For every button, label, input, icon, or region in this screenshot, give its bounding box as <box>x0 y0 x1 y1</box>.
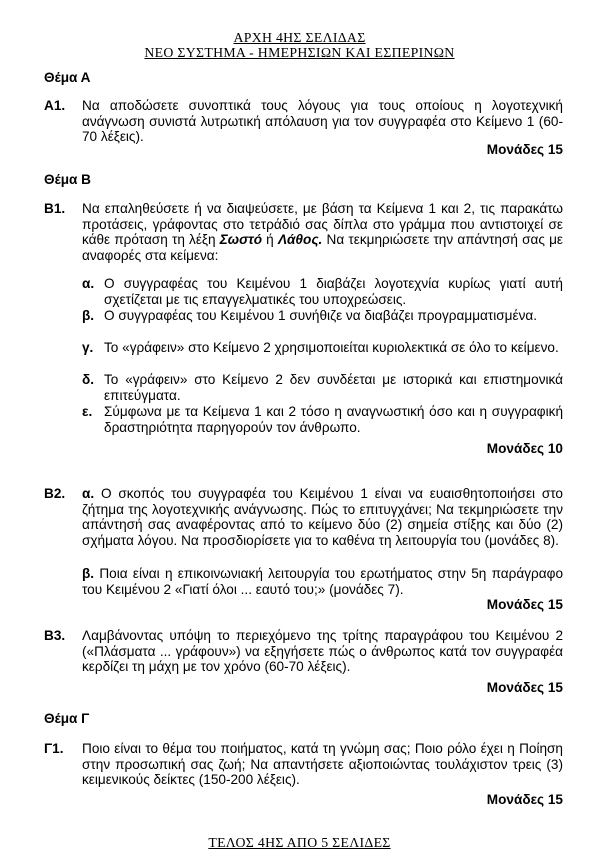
b2-part-b-text: Ποια είναι η επικοινωνιακή λειτουργία του ερωτήματος στην 5η παράγραφο του Κειμένου 2 «Γιατί όλοι ... εαυτό του;» (μονάδες 7). <box>82 566 563 597</box>
b1-item-e <box>82 404 563 435</box>
b1-word-true: Σωστό <box>219 232 262 247</box>
b2-part-a-text: Ο σκοπός του συγγραφέα του Κειμένου 1 είναι να ευαισθητοποιήσει στο ζήτημα της λογοτεχνικής ανάγνωσης. Πώς το επιτυγχάνει; Να τεκμηριώσετε την απάντησή σας αναφέροντας από το κείμενο δύο (2) σημεία στίξης και δύο (2) σχήματα λόγου. Να προσδιορίσετε για το καθένα τη λειτουργία του (μονάδες 8). <box>82 486 563 548</box>
question-number-b1: Β1. <box>44 201 66 216</box>
page-header-line2: ΝΕΟ ΣΥΣΤΗΜΑ - ΗΜΕΡΗΣΙΩΝ ΚΑΙ ΕΣΠΕΡΙΝΩΝ <box>144 45 455 60</box>
marks-c1: Μονάδες 15 <box>486 792 563 807</box>
b1-item-b <box>82 308 563 324</box>
section-title-c: Θέμα Γ <box>44 711 90 726</box>
question-text-c1: Ποιο είναι το θέμα του ποιήματος, κατά τη γνώμη σας; Ποιο ρόλο έχει η Ποίηση στην προσωπική σας ζωή; Να απαντήσετε αξιοποιώντας τουλάχιστον τρεις (3) κειμενικούς δείκτες (150-200 λέξεις). <box>82 741 563 787</box>
b1-item-text: Το «γράφειν» στο Κείμενο 2 δεν συνδέεται με ιστορικά και επιστημονικά επιτεύγματα. <box>104 372 563 403</box>
b1-item-label: γ. <box>82 340 94 355</box>
question-text-a1: Να αποδώσετε συνοπτικά τους λόγους για τους οποίους η λογοτεχνική ανάγνωση συνιστά λυτρωτική απόλαυση για τον συγγραφέα στο Κείμενο 1 (60-70 λέξεις). <box>82 98 563 144</box>
question-number-a1: Α1. <box>44 98 66 113</box>
question-number-b3: Β3. <box>44 628 66 643</box>
section-title-a: Θέμα Α <box>44 70 91 85</box>
b1-item-d <box>82 372 563 403</box>
b1-intro-after: Να τεκμηριώσετε την απάντησή σας με αναφορές στα κείμενα: <box>82 232 563 263</box>
b1-item-a <box>82 276 563 307</box>
question-number-b2: Β2. <box>44 486 66 501</box>
b1-item-c <box>82 340 563 356</box>
b1-item-label: δ. <box>82 372 95 387</box>
marks-a1: Μονάδες 15 <box>486 142 563 157</box>
question-text-b2b <box>82 566 563 597</box>
b1-item-text: Σύμφωνα με τα Κείμενα 1 και 2 τόσο η αναγνωστική όσο και η συγγραφική δραστηριότητα παρηγορούν τον άνθρωπο. <box>104 404 563 435</box>
page-footer: ΤΕΛΟΣ 4ΗΣ ΑΠΟ 5 ΣΕΛΙΔΕΣ <box>208 835 391 850</box>
b1-word-or: ή <box>262 232 278 247</box>
marks-b2: Μονάδες 15 <box>486 597 563 612</box>
b1-item-text: Το «γράφειν» στο Κείμενο 2 χρησιμοποιείται κυριολεκτικά σε όλο το κείμενο. <box>104 340 559 355</box>
b1-item-label: β. <box>82 308 95 323</box>
b1-item-text: Ο συγγραφέας του Κειμένου 1 συνήθιζε να διαβάζει προγραμματισμένα. <box>104 308 538 323</box>
b1-item-text: Ο συγγραφέας του Κειμένου 1 διαβάζει λογοτεχνία κυρίως γιατί αυτή σχετίζεται με τις επαγγελματικές του υποχρεώσεις. <box>104 276 563 307</box>
b1-word-false: Λάθος. <box>277 232 323 247</box>
section-title-b: Θέμα Β <box>44 172 91 187</box>
b1-intro-before: Να επαληθεύσετε ή να διαψεύσετε, με βάση τα Κείμενα 1 και 2, τις παρακάτω προτάσεις, γράφοντας στο τετράδιό σας δίπλα στο γράμμα που αντιστοιχεί σε κάθε πρόταση τη λέξη <box>82 201 563 247</box>
question-text-b1 <box>82 201 563 263</box>
question-text-b2a <box>82 486 563 548</box>
marks-b3: Μονάδες 15 <box>486 680 563 695</box>
question-text-b3: Λαμβάνοντας υπόψη το περιεχόμενο της τρίτης παραγράφου του Κειμένου 2 («Πλάσματα ... γράφουν») να εξηγήσετε πώς ο άνθρωπος κατά τον συγγραφέα κερδίζει τη μάχη με τον χρόνο (60-70 λέξεις). <box>82 628 563 674</box>
page-header-line1: ΑΡΧΗ 4ΗΣ ΣΕΛΙΔΑΣ <box>233 30 366 45</box>
question-number-c1: Γ1. <box>44 741 64 756</box>
b2-part-b-label: β. <box>82 566 95 581</box>
b1-item-label: α. <box>82 276 95 291</box>
b2-part-a-label: α. <box>82 486 95 501</box>
b1-item-label: ε. <box>82 404 93 419</box>
marks-b1: Μονάδες 10 <box>486 441 563 456</box>
